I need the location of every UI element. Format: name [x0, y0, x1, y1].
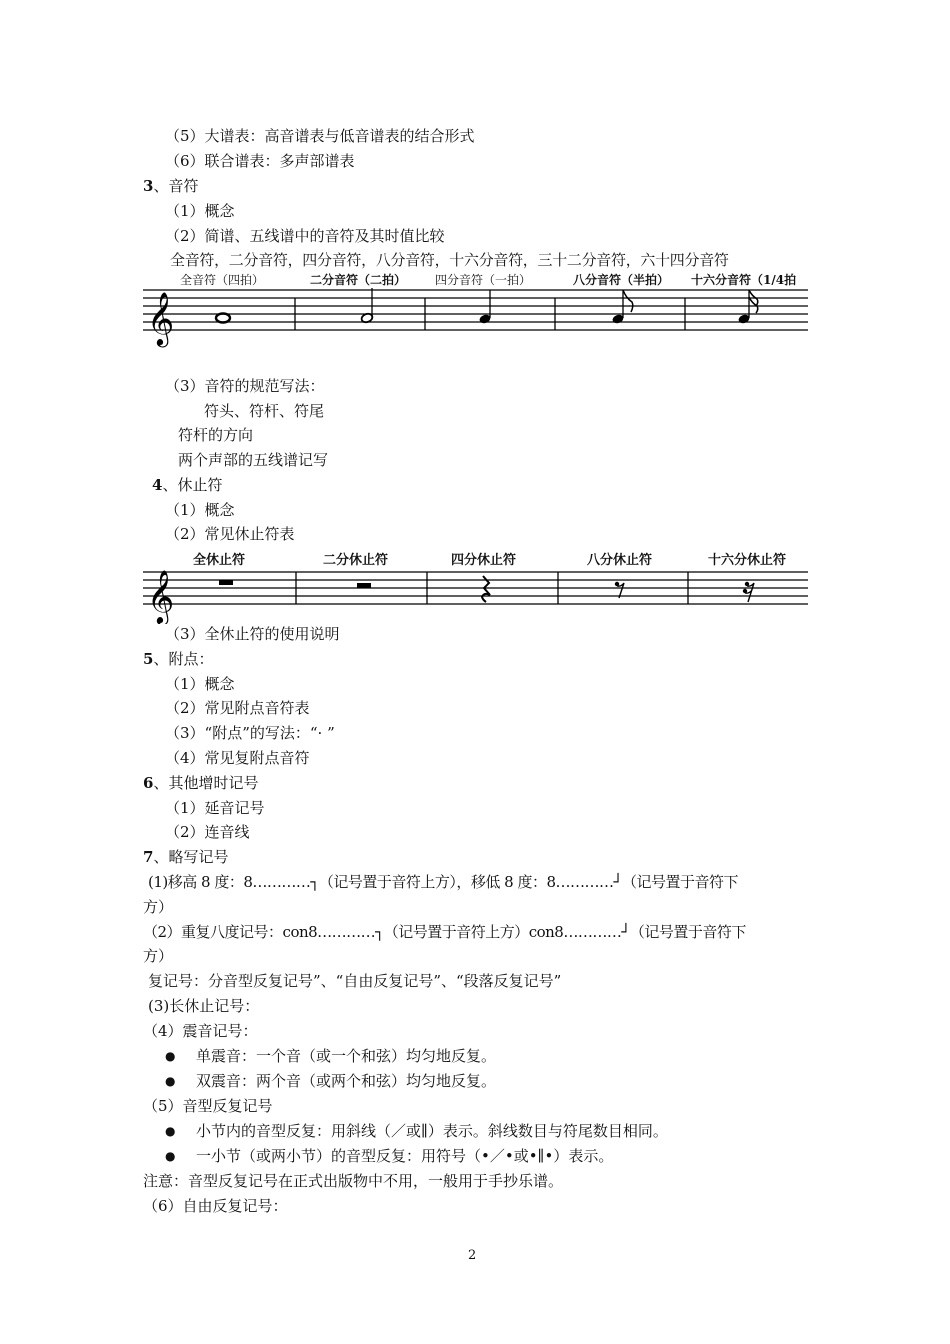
heading-text: 、其他增时记号: [153, 774, 259, 792]
staff-lines: [143, 290, 808, 330]
bullet-icon: ●: [165, 1149, 176, 1163]
text-line: 注意：音型反复记号在正式出版物中不用，一般用于手抄乐谱。: [143, 1172, 564, 1190]
text-line: （6）自由反复记号：: [143, 1197, 288, 1215]
section-heading-6: [143, 773, 258, 793]
text-line: （4）震音记号：: [143, 1022, 258, 1040]
text-line: （2）简谱、五线谱中的音符及其时值比较: [165, 227, 445, 245]
whole-note-icon: [216, 314, 230, 323]
section-heading-4: [152, 475, 222, 495]
text-line: 方）: [143, 947, 174, 965]
text-line: （5）音型反复记号: [143, 1097, 273, 1115]
bullet-icon: ●: [165, 1124, 176, 1138]
text-line: （1）概念: [165, 202, 235, 220]
staff-label: 四分休止符: [451, 553, 517, 568]
bullet-text: 小节内的音型反复：用斜线（／或∥）表示。斜线数目与符尾数目相同。: [196, 1122, 668, 1140]
text-line: （1）概念: [165, 501, 235, 519]
sixteenth-note-icon: [737, 290, 757, 325]
text-line: (3)长休止记号：: [148, 997, 260, 1015]
heading-number: 4: [152, 476, 163, 494]
text-line: 方）: [143, 898, 174, 916]
treble-clef-icon: 𝄞: [147, 569, 175, 623]
text-line: (1)移高 8 度：8…………┐（记号置于音符上方），移低 8 度：8…………┘（记号置于音符下: [148, 873, 739, 891]
text-line: （6）联合谱表：多声部谱表: [165, 152, 355, 170]
bullet-text: 双震音：两个音（或两个和弦）均匀地反复。: [196, 1072, 497, 1090]
heading-number: 5: [143, 650, 154, 668]
staff-label: 八分休止符: [587, 553, 653, 568]
text-line: 符头、符杆、符尾: [204, 402, 325, 420]
sixteenth-rest-icon: [743, 582, 754, 602]
text-line: （5）大谱表：高音谱表与低音谱表的结合形式: [165, 127, 475, 145]
staff-label: 二分音符（二拍）: [310, 273, 407, 287]
section-heading-7: [143, 847, 228, 867]
text-line: （2）常见附点音符表: [165, 699, 310, 717]
text-line: 符杆的方向: [178, 426, 254, 444]
staff-label: 全休止符: [193, 553, 246, 568]
section-heading-3: [143, 176, 198, 196]
heading-number: 7: [143, 848, 154, 866]
text-line: （1）概念: [165, 675, 235, 693]
heading-text: 、略写记号: [153, 848, 229, 866]
staff-label: 二分休止符: [323, 553, 389, 568]
treble-clef-icon: 𝄞: [147, 291, 175, 345]
heading-number: 3: [143, 177, 154, 195]
note-values-staff: [143, 268, 808, 348]
staff-label: 十六分休止符: [708, 553, 787, 568]
bullet-icon: ●: [165, 1074, 176, 1088]
eighth-note-icon: [611, 290, 632, 325]
staff-graphic: [143, 268, 808, 348]
staff-graphic: [143, 546, 808, 624]
staff-label: 全音符（四拍）: [180, 273, 265, 287]
rest-values-staff: [143, 546, 808, 624]
text-line: 两个声部的五线谱记写: [178, 451, 329, 469]
text-line: （3）音符的规范写法：: [165, 377, 325, 395]
heading-number: 6: [143, 774, 154, 792]
quarter-note-icon: [478, 290, 491, 325]
bullet-icon: ●: [165, 1049, 176, 1063]
staff-label: 八分音符（半拍）: [573, 273, 670, 287]
text-line: （1）延音记号: [165, 799, 265, 817]
text-line: （3）“附点”的写法：“· ”: [165, 724, 335, 742]
text-line: （2）连音线: [165, 823, 250, 841]
text-line: （3）全休止符的使用说明: [165, 625, 340, 643]
staff-lines: [143, 572, 808, 604]
page-number: 2: [468, 1248, 477, 1263]
text-line: （2）重复八度记号：con8…………┐（记号置于音符上方）con8…………┘（记号置于音符下: [143, 923, 746, 941]
text-line: 全音符，二分音符，四分音符，八分音符，十六分音符，三十二分音符，六十四分音符: [170, 251, 729, 269]
staff-label: 四分音符（一拍）: [435, 273, 532, 287]
heading-text: 、休止符: [162, 476, 223, 494]
heading-text: 、附点：: [153, 650, 214, 668]
bullet-text: 一小节（或两小节）的音型反复：用符号（•／•或•∥•）表示。: [196, 1147, 614, 1165]
text-line: （4）常见复附点音符: [165, 749, 310, 767]
bullet-text: 单震音：一个音（或一个和弦）均匀地反复。: [196, 1047, 497, 1065]
heading-text: 、音符: [153, 177, 199, 195]
half-rest-icon: [357, 583, 371, 588]
staff-label: 十六分音符（1/4拍: [691, 273, 797, 287]
text-line: 复记号：分音型反复记号”、“自由反复记号”、“段落反复记号”: [148, 972, 562, 990]
text-line: （2）常见休止符表: [165, 525, 295, 543]
section-heading-5: [143, 649, 213, 669]
whole-rest-icon: [219, 580, 233, 585]
